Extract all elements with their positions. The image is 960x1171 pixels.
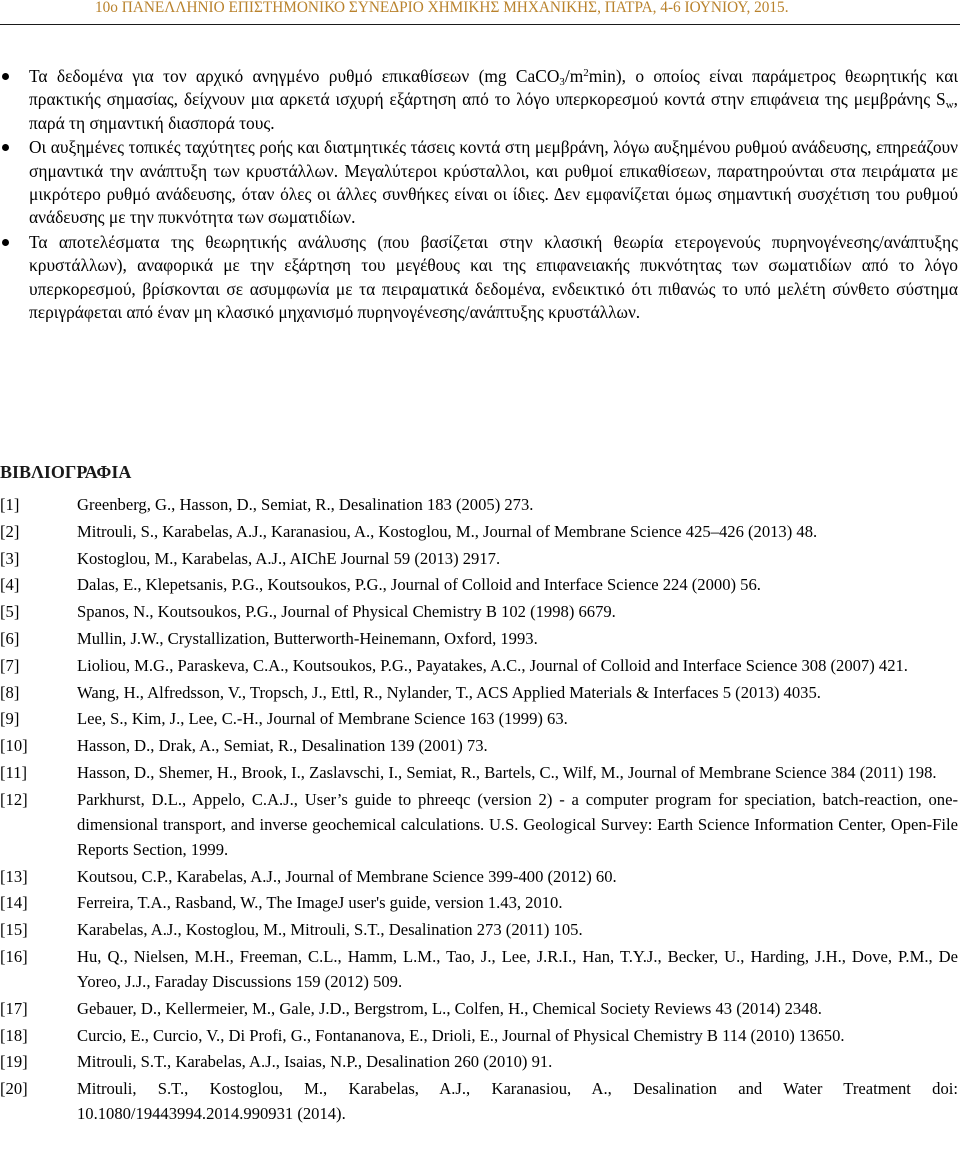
reference-text: Hasson, D., Drak, A., Semiat, R., Desalination 139 (2001) 73. <box>77 736 488 756</box>
reference-number: [5] <box>0 602 20 622</box>
reference-item <box>0 1023 958 1048</box>
reference-item <box>0 1049 958 1074</box>
reference-item <box>0 519 958 544</box>
conclusion-bullet-3 <box>0 231 958 325</box>
reference-number: [18] <box>0 1025 28 1045</box>
reference-number: [13] <box>0 866 28 886</box>
reference-number: [19] <box>0 1052 28 1072</box>
reference-text: Koutsou, C.P., Karabelas, A.J., Journal of Membrane Science 399-400 (2012) 60. <box>77 866 617 886</box>
reference-item <box>0 1076 958 1126</box>
reference-number: [17] <box>0 998 28 1018</box>
bullet-1-subscript-w: w <box>945 99 954 112</box>
reference-item <box>0 917 958 942</box>
reference-item <box>0 864 958 889</box>
reference-text: Curcio, E., Curcio, V., Di Profi, G., Fontananova, E., Drioli, E., Journal of Physical Chemistry B 114 (2010) 13650. <box>77 1025 845 1045</box>
reference-text: Hu, Q., Nielsen, M.H., Freeman, C.L., Hamm, L.M., Tao, J., Lee, J.R.I., Han, T.Y.J., Becker, U., Harding, J.H., Dove, P.M., De Yoreo, J.J., Faraday Discussions 159 (2012) 509. <box>77 946 958 991</box>
reference-number: [20] <box>0 1079 28 1099</box>
reference-number: [4] <box>0 575 20 595</box>
reference-number: [15] <box>0 920 28 940</box>
reference-number: [9] <box>0 709 20 729</box>
reference-number: [11] <box>0 762 28 782</box>
reference-number: [3] <box>0 548 20 568</box>
bullet-dot-icon <box>2 73 9 80</box>
reference-text: Hasson, D., Shemer, H., Brook, I., Zaslavschi, I., Semiat, R., Bartels, C., Wilf, M., Journal of Membrane Science 384 (2011) 198. <box>77 762 937 782</box>
bullet-3-text: Τα αποτελέσματα της θεωρητικής ανάλυσης (που βασίζεται στην κλασική θεωρία ετερογενούς πυρηνογένεσης/ανάπτυξης κρυστάλλων), αναφορικά με την εξάρτηση του μεγέθους και της επιφανειακής πυκνότητας των σωματιδίων από το λόγο υπερκορεσμού, βρίσκονται σε ασυμφωνία με τα πειραματικά δεδομένα, ενδεικτικό ότι πιθανώς το υπό μελέτη σύνθετο σύστημα περιγράφεται από έναν μη κλασικό μηχανισμό πυρηνογένεσης/ανάπτυξης κρυστάλλων. <box>29 231 958 323</box>
bullet-2-text: Οι αυξημένες τοπικές ταχύτητες ροής και διατμητικές τάσεις κοντά στη μεμβράνη, λόγω αυξημένου ρυθμού ανάδευσης, επηρεάζουν σημαντικά την ανάπτυξη των κρυστάλλων. Μεγαλύτεροι κρύσταλλοι, και ρυθμοί επικαθίσεων, παρατηρούνται στα πειράματα με μικρότερο ρυθμό ανάδευσης, όταν όλες οι άλλες συνθήκες είναι οι ίδιες. Δεν εμφανίζεται όμως σημαντική συσχέτιση του ρυθμού ανάδευσης με την πυκνότητα των σωματιδίων. <box>29 137 958 228</box>
bullet-1-subscript-3: 3 <box>559 76 565 88</box>
reference-number: [16] <box>0 946 28 966</box>
reference-item <box>0 706 958 731</box>
reference-item <box>0 760 958 785</box>
bullet-1-text-mid2: min), ο οποίος είναι παράμετρος θεωρητικής και πρακτικής σημασίας, δείχνουν μια αρκετά ισχυρή εξάρτηση από το λόγο υπερκορεσμού κοντά στην επιφάνεια της μεμβράνης S <box>29 66 958 110</box>
reference-item <box>0 944 958 994</box>
conclusion-bullet-1 <box>0 65 958 135</box>
references-heading: ΒΙΒΛΙΟΓΡΑΦΙΑ <box>0 462 132 482</box>
reference-item <box>0 787 958 862</box>
bullet-dot-icon <box>2 239 9 246</box>
bullet-1-superscript-2: 2 <box>583 67 589 79</box>
reference-number: [10] <box>0 736 28 756</box>
reference-text: Lioliou, M.G., Paraskeva, C.A., Koutsoukos, P.G., Payatakes, A.C., Journal of Colloid and Interface Science 308 (2007) 421. <box>77 655 908 675</box>
reference-item <box>0 996 958 1021</box>
conference-header-text: 10ο ΠΑΝΕΛΛΗΝΙΟ ΕΠΙΣΤΗΜΟΝΙΚΟ ΣΥΝΕΔΡΙΟ ΧΗΜΙΚΗΣ ΜΗΧΑΝΙΚΗΣ, ΠΑΤΡΑ, 4-6 ΙΟΥΝΙΟΥ, 2015. <box>95 0 789 16</box>
reference-item <box>0 626 958 651</box>
reference-text: Spanos, N., Koutsoukos, P.G., Journal of Physical Chemistry B 102 (1998) 6679. <box>77 602 616 622</box>
reference-text: Dalas, E., Klepetsanis, P.G., Koutsoukos, P.G., Journal of Colloid and Interface Science 224 (2000) 56. <box>77 575 761 595</box>
conclusions-list <box>0 65 958 324</box>
reference-number: [7] <box>0 655 20 675</box>
reference-item <box>0 733 958 758</box>
reference-number: [1] <box>0 495 20 514</box>
reference-text: Mitrouli, S.T., Karabelas, A.J., Isaias, N.P., Desalination 260 (2010) 91. <box>77 1052 553 1072</box>
bullet-dot-icon <box>2 144 9 151</box>
reference-item <box>0 572 958 597</box>
reference-text: Ferreira, T.A., Rasband, W., The ImageJ user's guide, version 1.43, 2010. <box>77 893 563 913</box>
reference-item <box>0 653 958 678</box>
reference-text: Karabelas, A.J., Kostoglou, M., Mitrouli, S.T., Desalination 273 (2011) 105. <box>77 920 583 940</box>
reference-item <box>0 599 958 624</box>
reference-item <box>0 680 958 705</box>
reference-number: [8] <box>0 682 20 702</box>
reference-number: [14] <box>0 893 28 913</box>
conclusion-bullet-2 <box>0 136 958 230</box>
reference-item <box>0 890 958 915</box>
reference-text: Mitrouli, S., Karabelas, A.J., Karanasiou, A., Kostoglou, M., Journal of Membrane Science 425–426 (2013) 48. <box>77 521 818 541</box>
references-list <box>0 492 958 1128</box>
reference-text: Mitrouli, S.T., Kostoglou, M., Karabelas, A.J., Karanasiou, A., Desalination and Water Treatment doi: 10.1080/19443994.2014.990931 (2014). <box>77 1079 958 1124</box>
reference-text: Wang, H., Alfredsson, V., Tropsch, J., Ettl, R., Nylander, T., ACS Applied Materials & Interfaces 5 (2013) 4035. <box>77 682 821 702</box>
reference-number: [6] <box>0 628 20 648</box>
reference-text: Kostoglou, M., Karabelas, A.J., AIChE Journal 59 (2013) 2917. <box>77 548 501 568</box>
bullet-1-text-post: , παρά τη σημαντική διασπορά τους. <box>29 89 958 133</box>
reference-text: Gebauer, D., Kellermeier, M., Gale, J.D., Bergstrom, L., Colfen, H., Chemical Society Reviews 43 (2014) 2348. <box>77 998 822 1018</box>
reference-text: Parkhurst, D.L., Appelo, C.A.J., User’s guide to phreeqc (version 2) - a computer program for speciation, batch-reaction, one-dimensional transport, and inverse geochemical calculations. U.S. Geological Survey: Earth Science Information Center, Open-File Reports Section, 1999. <box>77 789 958 859</box>
reference-text: Mullin, J.W., Crystallization, Butterworth-Heinemann, Oxford, 1993. <box>77 628 538 648</box>
reference-text: Lee, S., Kim, J., Lee, C.-H., Journal of Membrane Science 163 (1999) 63. <box>77 709 568 729</box>
reference-text: Greenberg, G., Hasson, D., Semiat, R., Desalination 183 (2005) 273. <box>77 495 534 514</box>
reference-number: [2] <box>0 521 20 541</box>
bullet-1-text-mid: /m <box>564 66 584 86</box>
reference-item <box>0 492 958 517</box>
running-header <box>0 0 960 25</box>
bullet-1-text-pre: Τα δεδομένα για τον αρχικό ανηγμένο ρυθμό επικαθίσεων (mg CaCO <box>29 66 560 86</box>
reference-number: [12] <box>0 789 28 809</box>
reference-item <box>0 546 958 571</box>
